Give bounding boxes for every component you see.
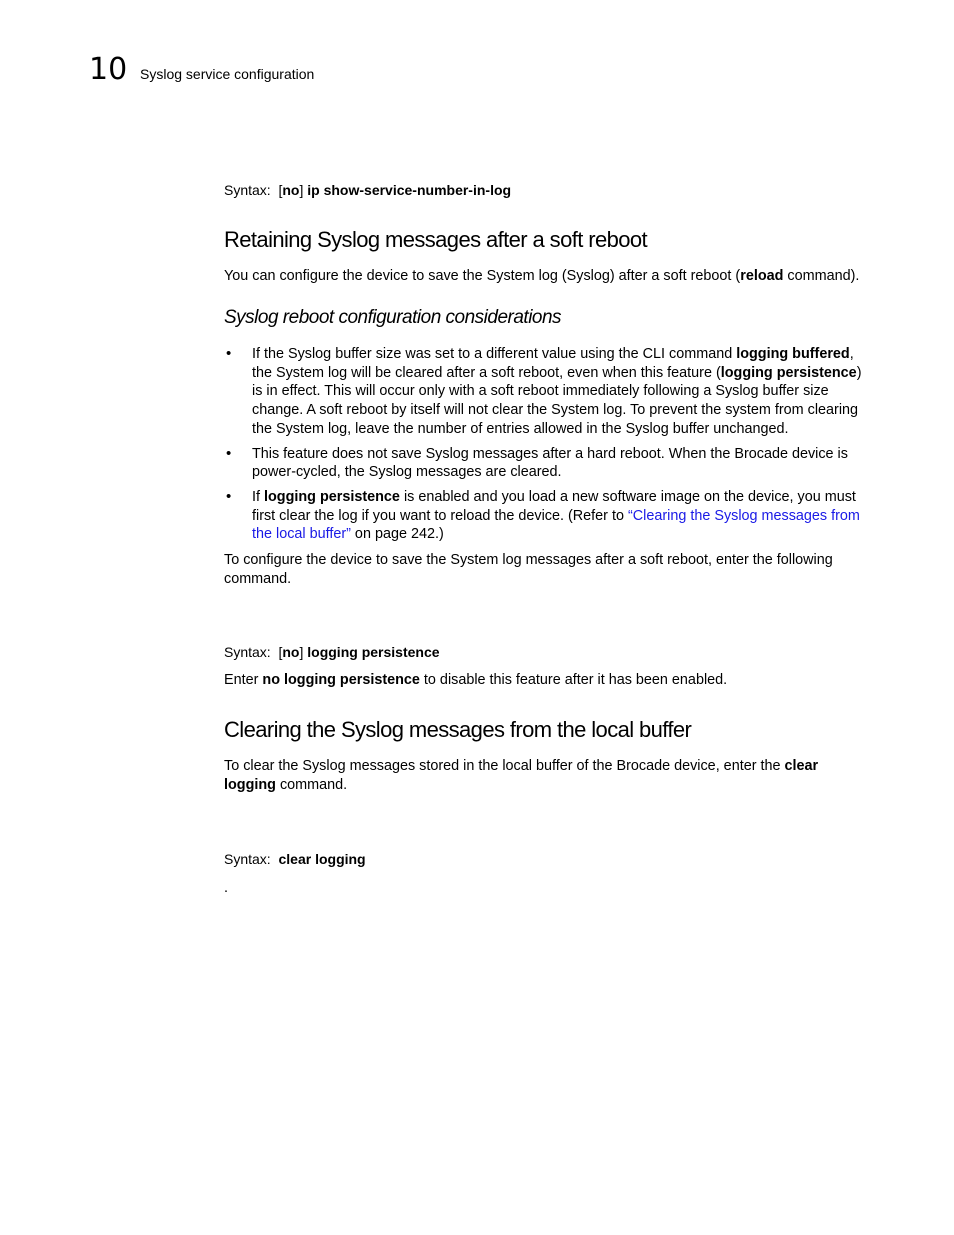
clearing-text-end: command. — [275, 776, 348, 793]
syntax-label: Syntax: — [224, 644, 271, 660]
no-logging-persistence-command: no logging persistence — [262, 672, 420, 688]
trailing-period: . — [224, 880, 228, 896]
syntax-label: Syntax: — [224, 851, 271, 867]
subsection-heading-considerations: Syslog reboot configuration considerations — [224, 307, 562, 328]
bullet-text: If — [252, 488, 264, 505]
syntax-line-show-service — [224, 181, 511, 200]
logging-buffered-command: logging buffered — [736, 346, 850, 362]
cross-reference-link[interactable]: “Clearing the Syslog messages from the local buffer” — [252, 507, 860, 543]
bullet-text: is enabled and you load a new software image on the device, you must first clear the log if you want to reload the device. (Refer to — [252, 488, 856, 524]
bullet-icon: • — [226, 444, 232, 462]
logging-persistence-command: logging persistence — [264, 488, 400, 505]
note-text: to disable this feature after it has been enabled. — [419, 672, 728, 688]
configure-instruction-paragraph: To configure the device to save the System log messages after a soft reboot, enter the following command. — [224, 552, 833, 587]
list-item — [224, 345, 872, 439]
note-text: Enter — [224, 672, 263, 688]
bullet-icon: • — [226, 487, 232, 505]
clear-logging-command: clear logging — [224, 758, 819, 793]
clearing-instruction-paragraph — [224, 757, 872, 794]
logging-persistence-command: logging persistence — [720, 364, 857, 381]
bracket-open: [ — [278, 644, 283, 660]
bullet-text: If the Syslog buffer size was set to a different value using the CLI command — [252, 346, 737, 362]
bullet-text: ) is in effect. This will occur only with a soft reboot immediately following a Syslog buffer size change. A soft reboot by itself will not clear the System log. To prevent the system from clearing the System log, leave the number of entries allowed in the Syslog buffer unchanged. — [252, 364, 862, 437]
running-header-title: Syslog service configuration — [140, 66, 315, 82]
syntax-line-clear-logging — [224, 850, 366, 869]
clearing-text: To clear the Syslog messages stored in the local buffer of the Brocade device, enter the — [224, 758, 785, 774]
intro-text: You can configure the device to save the System log (Syslog) after a soft reboot ( — [224, 268, 741, 284]
reload-command: reload — [740, 268, 784, 284]
list-item — [224, 445, 872, 482]
bracket-close: ] — [299, 644, 304, 660]
list-item — [224, 488, 872, 544]
disable-note-paragraph — [224, 671, 872, 690]
bullet-text: , the System log will be cleared after a soft reboot, even when this feature ( — [252, 346, 854, 381]
bullet-icon: • — [226, 345, 232, 362]
syntax-no-keyword: no — [282, 182, 300, 198]
syntax-no-keyword: no — [282, 644, 300, 660]
section-heading-retaining-syslog: Retaining Syslog messages after a soft reboot — [224, 227, 648, 252]
syntax-command: ip show-service-number-in-log — [307, 182, 512, 198]
intro-text-end: command). — [783, 268, 860, 284]
bullet-text: on page 242.) — [350, 526, 444, 543]
section-intro-paragraph — [224, 267, 872, 286]
chapter-number: 10 — [89, 52, 128, 87]
section-heading-clearing-syslog: Clearing the Syslog messages from the local buffer — [224, 717, 692, 742]
syntax-command: clear logging — [278, 851, 366, 867]
considerations-list — [224, 345, 872, 550]
syntax-label: Syntax: — [224, 182, 271, 198]
syntax-command: logging persistence — [307, 644, 440, 660]
bullet-text: This feature does not save Syslog messages after a hard reboot. When the Brocade device is power-cycled, the Syslog messages are cleared. — [252, 445, 848, 481]
bracket-open: [ — [278, 182, 283, 198]
syntax-line-logging-persistence — [224, 643, 440, 662]
bracket-close: ] — [299, 182, 304, 198]
